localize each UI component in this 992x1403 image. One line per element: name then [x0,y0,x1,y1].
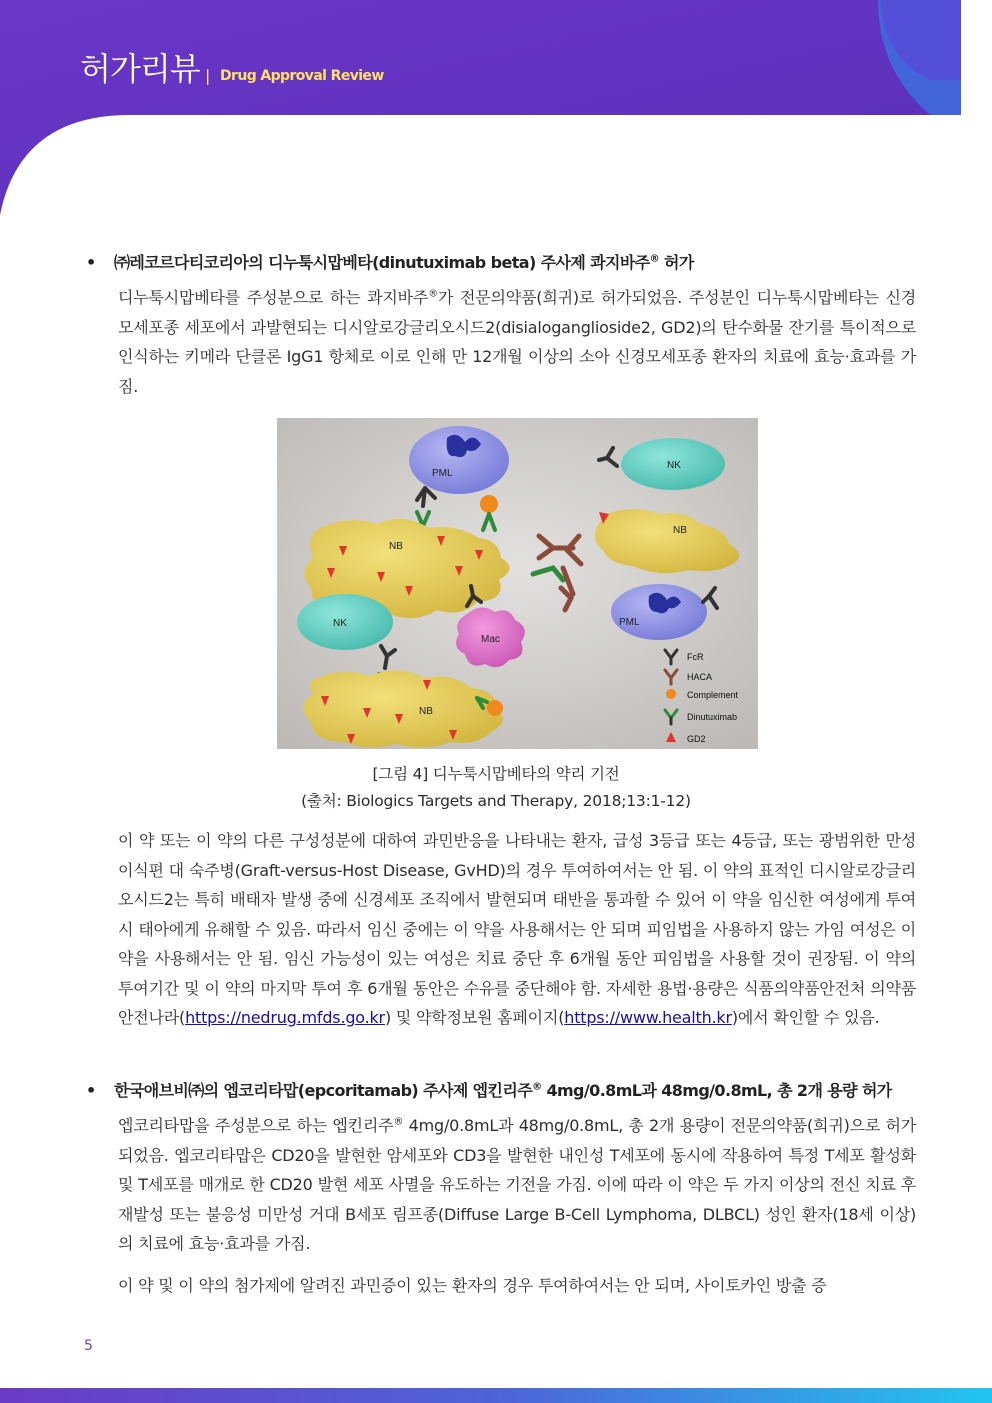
section1-title-suffix: 허가 [659,253,694,272]
svg-text:Complement: Complement [687,690,739,700]
section2-title-suffix: 4mg/0.8mL과 48mg/0.8mL, 총 2개 용량 허가 [541,1081,892,1100]
section1-p2-b: ) 및 약학정보원 홈페이지( [384,1008,565,1027]
header-subtitle: Drug Approval Review [220,68,384,84]
registered-mark: ® [393,1116,404,1128]
section2-paragraph [118,1111,916,1259]
section1-title [86,250,916,273]
mechanism-illustration [277,418,758,749]
figure-source: (출처: Biologics Targets and Therapy, 2018;13:1-12) [301,792,691,810]
section1-p1-a: 디누툭시맙베타를 주성분으로 하는 콰지바주 [118,288,429,307]
section2-title [86,1078,916,1101]
label-mac: Mac [481,634,500,645]
label-pml-top: PML [432,468,453,479]
label-nb-top: NB [389,541,403,552]
svg-text:Dinutuximab: Dinutuximab [687,712,738,722]
page-number: 5 [84,1338,93,1354]
figure-caption: [그림 4] 디누툭시맙베타의 약리 기전 [372,765,620,783]
header-separator: | [205,66,211,85]
label-nb-right: NB [673,525,687,536]
health-kr-link[interactable]: https://www.health.kr [564,1008,732,1027]
section2-title-text: 한국애브비㈜의 엡코리타맙(epcoritamab) 주사제 엡킨리주 [114,1081,533,1100]
nedrug-link[interactable]: https://nedrug.mfds.go.kr [185,1008,385,1027]
section1-paragraph [118,283,916,401]
svg-text:GD2: GD2 [687,734,706,744]
section1-title-text: ㈜레코르다티코리아의 디누툭시맙베타(dinutuximab beta) 주사제 콰지바주 [114,253,650,272]
page-header [0,0,992,215]
header-background [0,0,992,215]
section1-paragraph-2 [118,826,916,1033]
footer-bar [0,1388,992,1403]
svg-text:HACA: HACA [687,672,713,682]
mechanism-figure [277,418,758,749]
section1-p2-c: )에서 확인할 수 있음. [731,1008,880,1027]
section2-p1-a: 엡코리타맙을 주성분으로 하는 엡킨리주 [118,1116,394,1135]
registered-mark: ® [649,253,660,265]
header-title: 허가리뷰 [80,50,200,88]
label-nb-bottom: NB [419,706,433,717]
pml-cell-top [409,426,509,494]
label-pml-right: PML [619,617,640,628]
bullet: • [86,1081,96,1100]
label-nk-left: NK [333,618,347,629]
svg-text:FcR: FcR [687,652,704,662]
label-nk-top: NK [667,460,681,471]
registered-mark: ® [428,288,438,300]
section1-p2-a: 이 약 또는 이 약의 다른 구성성분에 대하여 과민반응을 나타내는 환자, 급성 3등급 또는 4등급, 또는 광범위한 만성 이식편 대 숙주병(Graft-versus-Host Disease, GvHD)의 경우 투여하여서는 안 됨. 이 약의 표적인 디시알로강글리오시드2는 특히 배태자 발생 중에 신경세포 조직에서 발현되며 태반을 통과할 수 있어 이 약을 임신한 여성에게 투여 시 태아에게 유해할 수 있음. 따라서 임신 중에는 이 약을 사용해서는 안 되며 피임법을 사용하지 않는 가임 여성은 이 약을 사용해서는 안 됨. 임신 가능성이 있는 여성은 치료 중단 후 6개월 동안 피임법을 사용할 것이 권장됨. 이 약의 투여기간 및 이 약의 마지막 투여 후 6개월 동안은 수유를 중단해야 함. 자세한 용법·용량은 식품의약품안전처 의약품안전나라( [118,831,916,1027]
section2-p1-b: 4mg/0.8mL과 48mg/0.8mL, 총 2개 용량이 전문의약품(희귀)으로 허가되었음. 엡코리타맙은 CD20을 발현한 암세포와 CD3을 발현한 내인성 T세포에 동시에 작용하여 특정 T세포 활성화 및 T세포를 매개로 한 CD20 발현 세포 사멸을 유도하는 기전을 가짐. 이에 따라 이 약은 두 가지 이상의 전신 치료 후 재발성 또는 불응성 미만성 거대 B세포 림프종(Diffuse Large B-Cell Lymphoma, DLBCL) 성인 환자(18세 이상)의 치료에 효능·효과를 가짐. [118,1116,917,1253]
section1-p1-b: 가 전문의약품(희귀)로 허가되었음. 주성분인 디누툭시맙베타는 신경모세포종 세포에서 과발현되는 디시알로강글리오시드2(disialoganglioside2, GD2)의 탄수화물 잔기를 특이적으로 인식하는 키메라 단클론 IgG1 항체로 이로 인해 만 12개월 이상의 소아 신경모세포종 환자의 치료에 효능·효과를 가짐. [118,288,916,396]
bullet: • [86,253,96,272]
section2-paragraph-2: 이 약 및 이 약의 첨가제에 알려진 과민증이 있는 환자의 경우 투여하여서는 안 되며, 사이토카인 방출 증 [118,1276,827,1295]
registered-mark: ® [532,1081,542,1093]
